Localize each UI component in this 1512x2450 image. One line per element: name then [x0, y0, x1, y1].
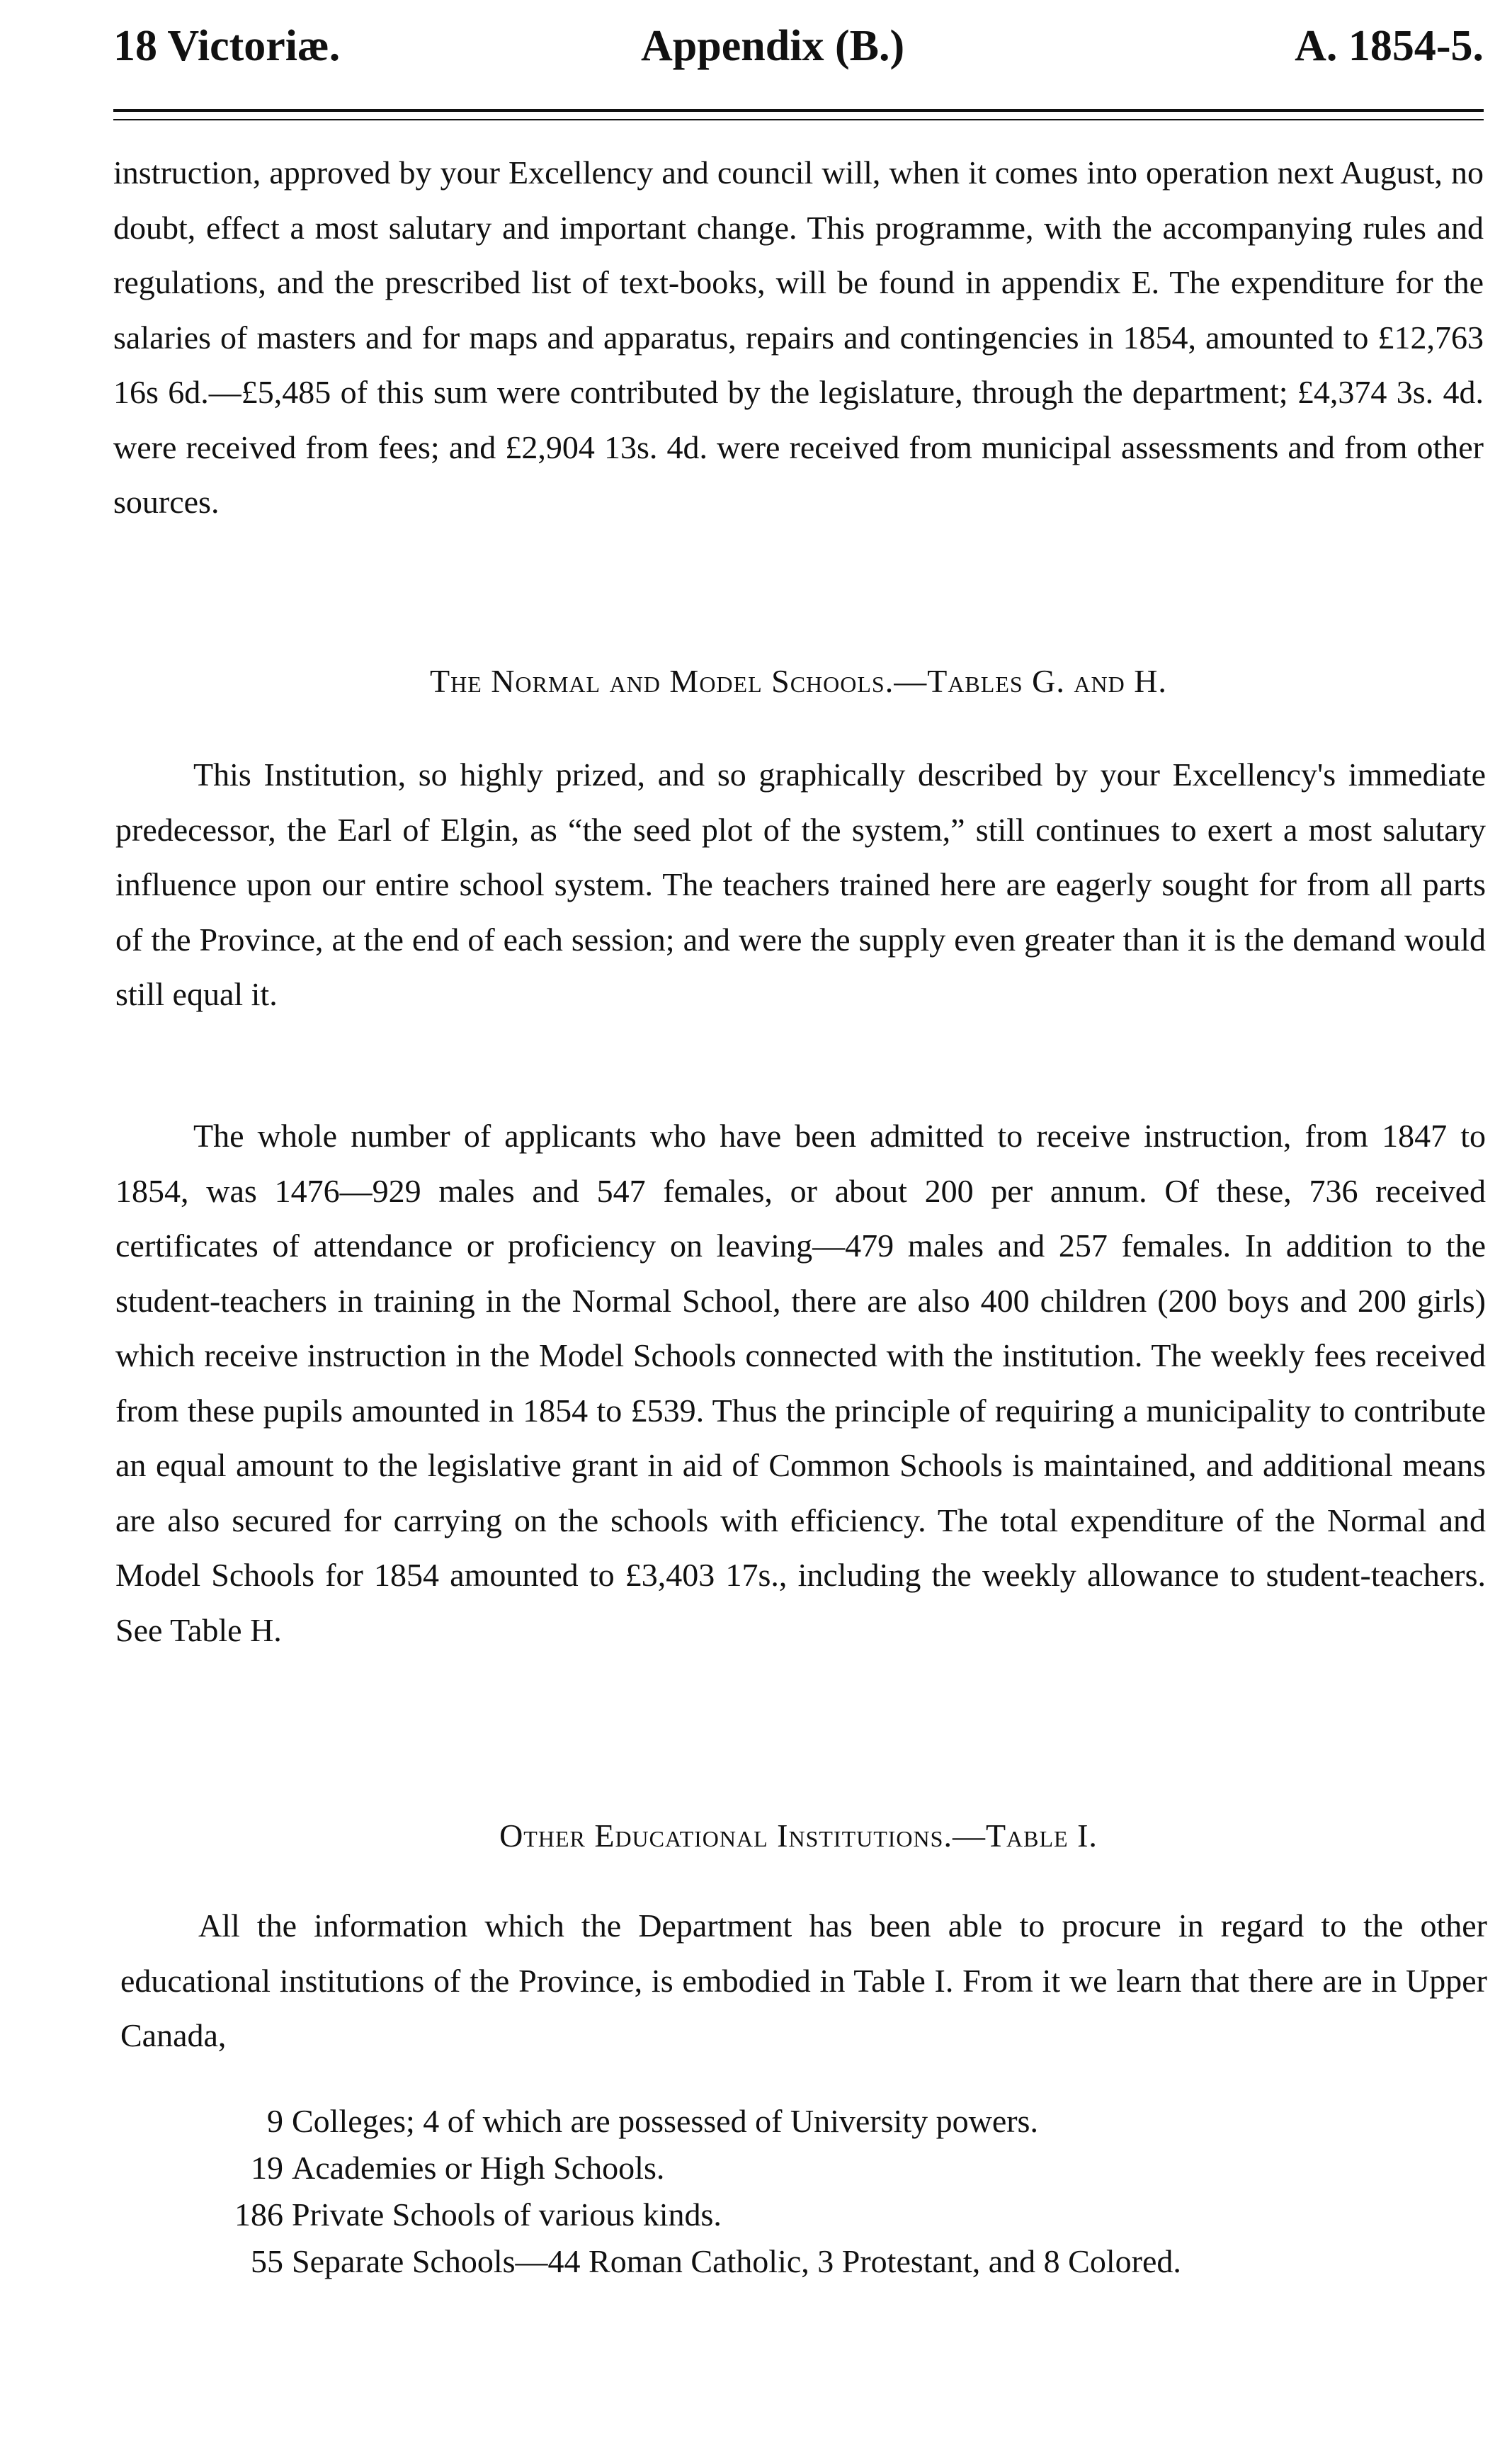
running-header — [113, 21, 1484, 85]
list-item-count: 186 — [234, 2196, 283, 2233]
list-item — [212, 2145, 1487, 2191]
list-item-text: Private Schools of various kinds. — [292, 2196, 722, 2233]
list-item — [212, 2098, 1487, 2145]
list-item-count: 55 — [251, 2243, 283, 2279]
list-item-text: Academies or High Schools. — [292, 2150, 665, 2186]
institution-list — [212, 2098, 1487, 2285]
paragraph-institution: This Institution, so highly prized, and so graphically described by your Excellency's immediate predecessor, the Earl of Elgin, as “the seed plot of the system,” still continues to exert a most salutary influence upon our entire school system. The teachers trained here are eagerly sought for from all parts of the Province, at the end of each session; and were the supply even greater than it is the demand would still equal it. — [115, 756, 1486, 1012]
list-item-text: Separate Schools—44 Roman Catholic, 3 Protestant, and 8 Colored. — [292, 2243, 1181, 2279]
list-item — [212, 2238, 1487, 2285]
header-rule-thick — [113, 109, 1484, 112]
list-item — [212, 2191, 1487, 2238]
section-heading-other-institutions: Other Educational Institutions.—Table I. — [499, 1817, 1098, 1854]
section-heading-normal-model-schools: The Normal and Model Schools.—Tables G. and H. — [430, 663, 1167, 699]
list-item-text: Colleges; 4 of which are possessed of University powers. — [292, 2103, 1038, 2139]
header-rule-thin — [113, 119, 1484, 120]
list-item-count: 9 — [267, 2103, 283, 2139]
header-appendix: Appendix (B.) — [641, 22, 905, 70]
list-item-count: 19 — [251, 2150, 283, 2186]
paragraph-applicants: The whole number of applicants who have been admitted to receive instruction, from 1847 to 1854, was 1476—929 males and 547 females, or about 200 per annum. Of these, 736 received certificates of attendance or proficiency on leaving—479 males and 257 females. In addition to the student-teachers in training in the Normal School, there are also 400 children (200 boys and 200 girls) which receive instruction in the Model Schools connected with the institution. The weekly fees received from these pupils amounted in 1854 to £539. Thus the principle of requiring a municipality to contribute an equal amount to the legislative grant in aid of Common Schools is maintained, and additional means are also secured for carrying on the schools with efficiency. The total expenditure of the Normal and Model Schools for 1854 amounted to £3,403 17s., including the weekly allowance to student-teachers. See Table H. — [115, 1118, 1486, 1648]
paragraph-instruction-expenditure: instruction, approved by your Excellency and council will, when it comes into operation next August, no doubt, effect a most salutary and important change. This programme, with the accompanying rules and regulations, and the prescribed list of text-books, will be found in appendix E. The expenditure for the salaries of masters and for maps and apparatus, repairs and contingencies in 1854, amounted to £12,763 16s 6d.—£5,485 of this sum were contributed by the legislature, through the department; £4,374 3s. 4d. were received from fees; and £2,904 13s. 4d. were received from municipal assessments and from other sources. — [113, 154, 1484, 520]
header-year: A. 1854-5. — [1295, 22, 1484, 70]
paragraph-information: All the information which the Department has been able to procure in regard to the other educational institutions of the Province, is embodied in Table I. From it we learn that there are in Upper Canada, — [120, 1907, 1487, 2053]
header-session: 18 Victoriæ. — [113, 22, 341, 70]
